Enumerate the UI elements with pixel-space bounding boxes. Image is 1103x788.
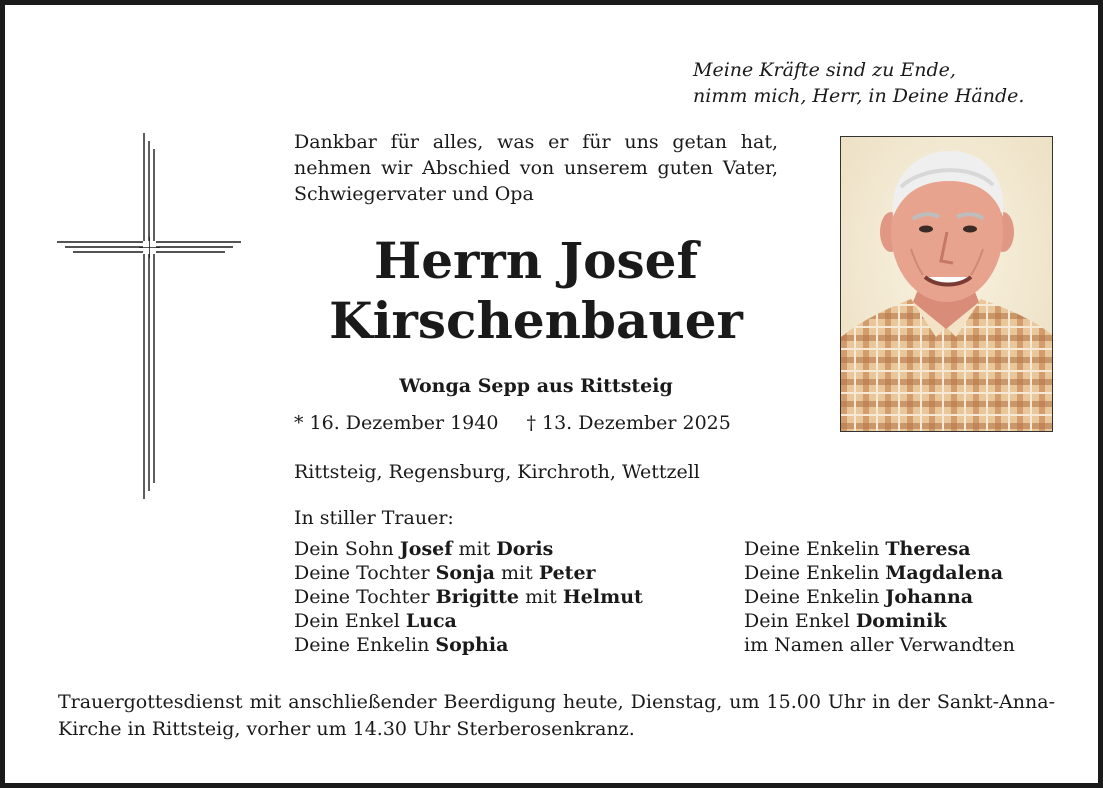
mourner-row: Deine Enkelin Magdalena	[744, 562, 1004, 584]
motto-line-2: nimm mich, Herr, in Deine Hände.	[693, 85, 1025, 107]
mourner-row: Deine Tochter Sonja mit Peter	[294, 562, 596, 584]
intro-text: Dankbar für alles, was er für uns getan hat, nehmen wir Abschied von unserem guten Vater, Schwiegervater und Opa	[294, 131, 778, 205]
nickname: Wonga Sepp aus Rittsteig	[399, 375, 673, 397]
funeral-service-notice: Trauergottesdienst mit anschließender Beerdigung heute, Dienstag, um 15.00 Uhr in der Sankt-Anna-Kirche in Rittsteig, vorher um 14.30 Uhr Sterberosenkranz.	[58, 691, 1055, 740]
motto-line-1: Meine Kräfte sind zu Ende,	[693, 59, 956, 81]
motto-verse	[693, 57, 1024, 109]
mourner-row: Deine Enkelin Johanna	[744, 586, 974, 608]
places: Rittsteig, Regensburg, Kirchroth, Wettzell	[294, 461, 700, 483]
portrait-photo	[840, 136, 1053, 432]
death-date: † 13. Dezember 2025	[526, 412, 731, 434]
cross-icon	[57, 133, 241, 499]
name-line-2: Kirschenbauer	[329, 291, 743, 350]
mourners-left-list	[294, 537, 643, 657]
mourner-row: Dein Enkel Dominik	[744, 610, 947, 632]
life-dates	[294, 410, 731, 436]
mourner-row: Deine Tochter Brigitte mit Helmut	[294, 586, 643, 608]
portrait-icon	[841, 137, 1052, 431]
mourner-row: Deine Enkelin Theresa	[744, 538, 971, 560]
mourner-row: im Namen aller Verwandten	[744, 634, 1015, 656]
mourner-row: Deine Enkelin Sophia	[294, 634, 509, 656]
name-line-1: Herrn Josef	[374, 231, 698, 290]
mourners-right-list	[744, 537, 1015, 657]
mourning-label: In stiller Trauer:	[294, 507, 454, 529]
mourner-row: Dein Enkel Luca	[294, 610, 457, 632]
mourner-row: Dein Sohn Josef mit Doris	[294, 538, 554, 560]
deceased-name	[294, 231, 778, 351]
birth-date: * 16. Dezember 1940	[294, 412, 499, 434]
